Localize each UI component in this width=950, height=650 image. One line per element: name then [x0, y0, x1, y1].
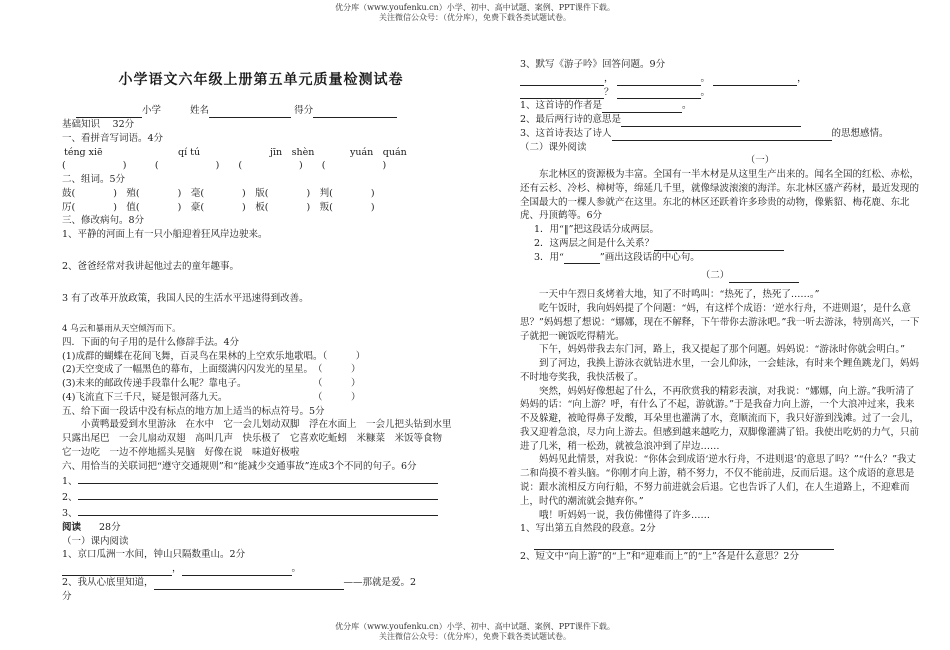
passage-2-para-7: 哦！听妈妈一说，我仿佛懂得了许多……	[539, 509, 711, 521]
answer-blank-2[interactable]	[78, 489, 438, 500]
name-label: 姓名	[190, 105, 210, 117]
passage-2-para-3: 下午，妈妈带我去东门河，路上，我又提起了那个问题。妈妈说：“游泳时你就会明白。”	[539, 344, 905, 356]
passage-1-q2[interactable]	[520, 237, 920, 251]
school-label: 小学	[142, 105, 162, 117]
score-blank[interactable]	[313, 107, 397, 118]
section-2-heading: 二、组词。5分	[62, 174, 126, 186]
pinyin-1: téng xiē	[64, 146, 103, 158]
poem-blank-e[interactable]	[617, 88, 701, 99]
punctuation-passage: 小黄鸭最爱到水里游泳 在水中 它一会儿划动双脚 浮在水面上 一会儿把头钻到水里 只露出尾巴 一会儿扇动双翅 高叫几声 快乐极了 它喜欢吃蚯蚓 米糠菜 米饭等食物 它一边吃 一边不停地摇头晃脑 好像在说 味道好极啦	[62, 419, 462, 458]
passage-2-title-blank[interactable]	[729, 272, 799, 283]
rhetoric-item-4[interactable]: (4)飞流直下三千尺，疑是银河落九天。 （ ）	[62, 391, 361, 403]
author-end: 。	[682, 100, 692, 112]
passage-1-q3-mark	[564, 253, 600, 264]
poem-period: 。	[291, 563, 302, 575]
feeling-question[interactable]	[520, 127, 920, 141]
poem-blank-1b[interactable]	[182, 565, 292, 576]
section-5-heading: 五、给下面一段话中没有标点的地方加上适当的标点符号。5分	[62, 405, 325, 417]
basic-knowledge-heading: 基础知识 32分	[62, 119, 135, 131]
punct-1: ，	[604, 72, 614, 84]
section-1-heading: 一、看拼音写词语。4分	[62, 132, 164, 144]
school-blank[interactable]	[76, 107, 142, 118]
student-info-row	[76, 104, 460, 118]
extra-reading-heading: （二）课外阅读	[520, 141, 587, 153]
page-header	[0, 3, 950, 24]
exam-title: 小学语文六年级上册第五单元质量检测试卷	[118, 72, 404, 88]
rhetoric-item-1[interactable]: (1)成群的蝴蝶在花间飞舞，百灵鸟在果林的上空欢乐地歌唱。（ ）	[62, 350, 366, 362]
page-footer	[0, 622, 950, 643]
feeling-end: 的思想感情。	[831, 127, 889, 139]
punct-5: 。	[700, 86, 711, 98]
passage-2-para-5: 突然，妈妈好像想起了什么，不再欣赏我的精彩表演，对我说：“娜娜，向上游。”我听清了妈妈的话：“向上游？呼，有什么了不起，游就游。”于是我奋力向上游，一个大浪冲过来，我来不及躲避，被呛得鼻子发酸，耳朵里也灌满了水，竟顺流而下，我只好游到浅滩。过了一会儿，我又迎着急浪，尽力向上游去。但感到越来越吃力，双脚像灌满了铅。我使出吃奶的力气，只前进了几米，稍一松劲，就被急浪冲到了岸边……	[520, 385, 920, 452]
in-class-reading-heading: （一）课内阅读	[62, 535, 129, 547]
poem-question-2-end: ——那就是爱。2	[343, 576, 417, 588]
meaning-question-text: 2、最后两行诗的意思是	[520, 114, 622, 126]
pinyin-answer-row[interactable]: ( ) ( ) ( ) ( )	[62, 160, 387, 172]
section-3-heading: 三、修改病句。8分	[62, 215, 145, 227]
zuci-row-2[interactable]: 厉( ) 值( ) 豪( ) 板( ) 叛( )	[62, 201, 375, 213]
meaning-blank[interactable]	[621, 116, 801, 127]
sentence-1: 1、平静的河面上有一只小船迎着狂风岸边驶来。	[62, 229, 268, 241]
youziyin-question: 3、默写《游子吟》回答问题。9分	[520, 59, 666, 70]
answer-num-3: 3、	[62, 507, 78, 519]
feeling-blank[interactable]	[612, 130, 832, 141]
poem-blank-2[interactable]	[154, 579, 344, 590]
passage-1-q3-a: 3．用“	[534, 251, 564, 263]
passage-2-para-6: 妈妈见此情景，对我说：“你体会到成语‘逆水行舟，不进则退’的意思了吗？”“什么？”我丈二和尚摸不着头脑。“你刚才向上游，稍不努力，不仅不能前进，反而后退。这个成语的意思是说：跟水流相反方向行船，不努力前进就会后退。它也告诉了人们，在人生道路上，不迎难而上，时代的潮流就会抛弃你。”	[520, 454, 916, 507]
footer-line-1: 优分库（www.youfenku.cn）小学、初中、高中试题、案例、PPT课件下载。	[335, 622, 615, 631]
rhetoric-item-2[interactable]: (2)天空变成了一幅黑色的幕布，上面缀满闪闪发光的星星。 （ ）	[62, 364, 361, 376]
name-blank[interactable]	[209, 107, 291, 118]
sentence-4: 4 乌云和暴雨从天空倾泻而下。	[62, 324, 181, 335]
passage-2-label-text: （二）	[700, 270, 730, 282]
passage-1-q3	[520, 251, 920, 265]
sentence-2: 2、爸爸经常对我讲起他过去的童年趣事。	[62, 260, 240, 272]
passage-2-para-1: 一天中午烈日炙烤着大地，知了不时鸣叫：“热死了，热死了……。”	[539, 289, 820, 301]
pinyin-2: qí tú	[178, 146, 201, 158]
author-blank[interactable]	[602, 102, 682, 113]
answer-num-2: 2、	[62, 492, 78, 504]
passage-1-q2-blank[interactable]	[654, 240, 784, 251]
answer-num-1: 1、	[62, 476, 78, 488]
passage-2-q1-blank[interactable]	[534, 539, 834, 550]
passage-2-q1-answer[interactable]	[520, 536, 920, 550]
punct-3: ，	[797, 72, 807, 84]
poem-question-2-text: 2、我从心底里知道，	[62, 576, 154, 588]
poem-question-1: 1、京口瓜洲一水间，钟山只隔数重山。2分	[62, 549, 246, 561]
author-question[interactable]	[520, 99, 920, 113]
section-6-heading: 六、用恰当的关联词把“遵守交通规则”和“能减少交通事故”连成3个不同的句子。6分	[62, 460, 417, 472]
right-column	[520, 58, 920, 564]
answer-blank-1[interactable]	[78, 473, 438, 484]
reading-score: 28分	[99, 521, 121, 533]
passage-2-para-2: 吃午饭时，我向妈妈提了个问题：“妈，有这样个成语：‘逆水行舟，不进则退’，是什么意思？”妈妈想了想说：“娜娜，现在不解释，下午带你去游泳吧。”我一听去游泳，特别高兴，一下子就把一碗饭吃得精光。	[520, 303, 920, 342]
rhetoric-item-3[interactable]: (3)未来的邮政传递手段靠什么呢？靠电子。 （ ）	[62, 378, 361, 390]
section-4-heading: 四．下面的句子用的是什么修辞手法。4分	[62, 336, 240, 348]
pinyin-3: jīn shèn	[270, 146, 315, 158]
passage-1-text: 东北林区的资源极为丰富。全国有一半木材是从这里生产出来的。闻名全国的红松、赤松，还有云杉、冷杉、樟树等，绵延几千里，就像绿波滚滚的海洋。东北林区盛产药材，最近发现的全国最大的一棵人参就产在这里。东北的林区还跃着许多珍贵的动物，像紫貂、梅花鹿、东北虎、丹顶鹤等。6分	[520, 169, 920, 222]
pinyin-row	[64, 146, 460, 160]
footer-line-2: 关注微信公众号：（优分库），免费下载各类试题试卷。	[379, 632, 571, 642]
answer-line-3[interactable]	[62, 505, 460, 521]
punct-4: ？	[604, 86, 614, 98]
answer-line-2[interactable]	[62, 489, 460, 505]
meaning-question[interactable]	[520, 113, 920, 127]
passage-2-q1: 1、写出第五自然段的段意。2分	[520, 523, 656, 535]
score-label: 得分	[294, 105, 314, 117]
poem-blank-c[interactable]	[713, 75, 797, 86]
header-line-2: 关注微信公众号：（优分库），免费下载各类试题试卷。	[379, 13, 571, 23]
answer-line-1[interactable]	[62, 473, 460, 489]
poem-question-2-score: 分	[62, 590, 72, 602]
answer-blank-3[interactable]	[78, 505, 438, 516]
pinyin-4: yuán quán	[350, 146, 407, 158]
passage-2-q2: 2、短文中“向上游”的“上”和“迎难而上”的“上”各是什么意思？2分	[520, 550, 799, 562]
passage-2-para-4: 到了河边，我换上游泳衣就钻进水里，一会儿仰泳，一会蛙泳，有时来个鲤鱼跳龙门，妈妈不时地夸奖我，我快活极了。	[520, 358, 920, 383]
sentence-3: 3 有了改革开放政策，我国人民的生活水平迅速得到改善。	[62, 292, 309, 304]
poem-answer-1[interactable]	[62, 562, 460, 576]
poem-blank-b[interactable]	[617, 75, 701, 86]
passage-1-q2-text: 2．这两层之间是什么关系？	[534, 237, 655, 249]
author-question-text: 1、这首诗的作者是	[520, 100, 603, 112]
passage-1-q3-b: ”画出这段话的中心句。	[599, 251, 700, 263]
reading-heading	[62, 521, 460, 535]
zuci-row-1[interactable]: 鼓( ) 殖( ) 毫( ) 版( ) 判( )	[62, 187, 375, 199]
poem-blank-1a[interactable]	[62, 565, 172, 576]
passage-1-label: （一）	[745, 155, 775, 167]
passage-2-label	[520, 269, 920, 283]
punct-2: 。	[700, 72, 711, 84]
poem-comma: ，	[172, 563, 182, 575]
reading-label: 阅读	[62, 521, 82, 533]
poem-blank-d[interactable]	[520, 88, 604, 99]
poem-blank-a[interactable]	[520, 75, 604, 86]
poem-line-1[interactable]	[520, 72, 920, 86]
feeling-question-text: 3、这首诗表达了诗人	[520, 127, 612, 139]
poem-line-2[interactable]	[520, 86, 920, 100]
passage-1-q1: 1．用“‖”把这段话分成两层。	[534, 224, 660, 236]
poem-question-2[interactable]	[62, 576, 460, 590]
left-column	[62, 70, 460, 603]
header-line-1: 优分库（www.youfenku.cn）小学、初中、高中试题、案例、PPT课件下载。	[335, 3, 615, 12]
